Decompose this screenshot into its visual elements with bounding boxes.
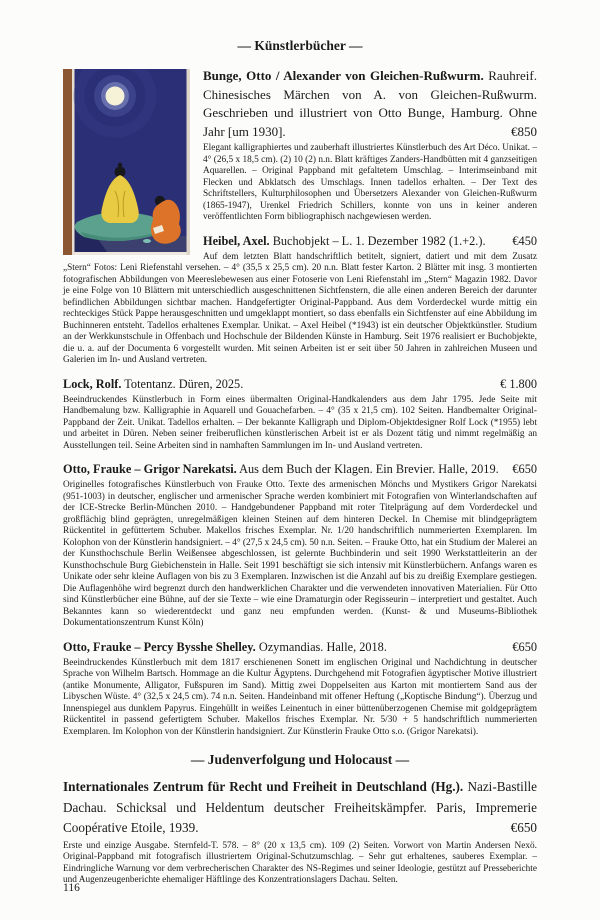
entry-description-bunge: Elegant kalligraphiertes und zauberhaft illustriertes Künstlerbuch des Art Déco. Unikat. – 4° (26,5 x 18,5 cm). (2) 10 (2) n.n. Blatt kräftiges Zanders-Handbütten mit 4 ganzseitigen Aquarellen. – Original Pappband mit gefaltetem Umschlag. – Interimseinband mit Flecken und Abklatsch des Umschlags. Innen tadellos erhalten. – Der Text des Schriftstellers, Kulturphilosophen und Übersetzers Alexander von Gleichen-Rußwurm (1865-1947), Urenkel Friedrich Schillers, konnte von uns in keiner anderen veröffentlichten Form bibliographisch nachgewiesen werden.	[203, 143, 537, 222]
entry-description-otto-shelley: Beeindruckendes Künstlerbuch mit dem 1817 erschienenen Sonett im englischen Original und Nachdichtung in deutscher Sprache von Wilhelm Bartsch. Hommage an die Kultur Ägyptens. Durchgehend mit Fotografien ägyptischer Motive illustriert (antike Monumente, Alligator, Fußspuren im Sand). Mittig zwei Doppelseiten aus Karton mit montiertem Sand aus der Libyschen Wüste. 4° (32,5 x 24,5 cm). 74 n.n. Seiten. Handeinband mit offener Heftung („Koptische Bindung“). Überzug und Innenspiegel aus dunklem Papyrus. Eingehüllt in weißes Leinentuch in einer büttenüberzogenen Chemise mit goldgeprägtem Rückentitel in passend gefertigtem Schuber. Makellos frisches Exemplar. Nr. 5/30 + 5 handschriftlich nummerierten Exemplaren. Im Kolophon von der Künstlerin handsigniert. Zur Künstlerin Frauke Otto s.o. (Grigor Narekatsi).	[63, 657, 537, 737]
section-header-kuenstlerbuecher: — Künstlerbücher —	[237, 38, 363, 53]
entry-author: Heibel, Axel.	[203, 233, 270, 248]
entry-author: Bunge, Otto / Alexander von Gleichen-Rußwurm.	[203, 68, 484, 83]
entry-author: Internationales Zentrum für Recht und Freiheit in Deutschland (Hg.).	[63, 779, 464, 794]
entry-author: Otto, Frauke – Grigor Narekatsi.	[63, 462, 237, 476]
entry-heading-lock	[63, 376, 537, 393]
entry-heading-otto-shelley	[63, 639, 537, 656]
entry-price: €850	[505, 123, 537, 142]
entry-heading-bunge	[63, 67, 537, 141]
entry-title: Rauhreif. Chinesisches Märchen von A. von Gleichen-Rußwurm. Geschrieben und illustriert von Otto Bunge, Hamburg. Ohne Jahr [um 1930].	[203, 68, 537, 139]
entry-price: €450	[506, 233, 537, 250]
entry-description-lock: Beeindruckendes Künstlerbuch in Form eines übermalten Original-Handkalenders aus dem Jahr 1795. Jede Seite mit Handbemalung bzw. Kalligraphie in Aquarell und Gouachefarben. – 4° (35 x 21,5 cm). 102 Seiten. Handbemalter Original-Pappband der Zeit. Unikat. Tadellos erhalten. – Der bekannte Kalligraph und Diplom-Objektdesigner Rolf Lock (*1955) lebt und arbeitet in Düren. Neben seiner freiberuflichen künstlerischen Arbeit ist er als Dozent tätig und nimmt regelmäßig an Ausstellungen teil. Seine Arbeiten sind in namhaften Sammlungen im In- und Ausland vertreten.	[63, 394, 537, 451]
entry-title: Buchobjekt – L. 1. Dezember 1982 (1.+2.).	[272, 233, 486, 248]
entry-description-otto-narekatsi: Originelles fotografisches Künstlerbuch von Frauke Otto. Texte des armenischen Mönchs und Mystikers Grigor Narekatsi (951-1003) in deutscher, englischer und armenischer Sprache werden kombiniert mit Fotografien von Winterlandschaften auf der ICE-Strecke Berlin-München 2010. – Handgebundener Pappband mit roter Titelprägung auf dem Vorderdeckel und großflächig blind geprägten, unregelmäßigen kleinen Steinen auf dem hinteren Deckel. In Chemise mit blindgeprägtem Rückentitel in gefüttertem Schuber. Makellos frisches Exemplar. Nr. 1/20 handschriftlich nummerierten Exemplaren. Im Kolophon von der Künstlerin handsigniert. – 4° (27,5 x 24,5 cm). 50 n.n. Seiten. – Frauke Otto, hat ein Studium der Malerei an der Kunsthochschule Berlin Weißensee abgeschlossen, ist gelernte Buchbinderin und seit 1990 Werkstattleiterin an der Kunsthochschule Burg Giebichenstein in Halle. Seit 1991 beschäftigt sie sich intensiv mit Künstlerbüchern. Anfangs waren es Unikate oder sehr kleine Auflagen von bis zu 3 Exemplaren. Inzwischen ist die Anzahl auf bis zu dreißig Exemplare gestiegen. Die Auflagenhöhe wird begrenzt durch den handwerklichen Charakter und die verwendeten innovativen Materialien. Für Otto sind Künstlerbücher eine Bühne, auf der sie Texte – wie eine Dramaturgin oder Regisseurin – interpretiert und gestaltet. Auch Bekanntes kann so wiederentdeckt und ganz neu empfunden werden. (Kunst- & und Museums-Bibliothek Dokumentationszentrum Kunst Köln)	[63, 480, 537, 628]
entry-price: €650	[506, 639, 537, 656]
entry-price: €650	[505, 818, 537, 839]
entry-title: Ozymandias. Halle, 2018.	[258, 639, 387, 654]
entry-price: € 1.800	[494, 376, 537, 393]
entry-price: €650	[506, 461, 537, 478]
page-number: 116	[63, 882, 80, 894]
entry-heading-otto-narekatsi	[63, 461, 537, 478]
entry-title: Aus dem Buch der Klagen. Ein Brevier. Halle, 2019.	[239, 462, 499, 476]
entry-author: Otto, Frauke – Percy Bysshe Shelley.	[63, 639, 256, 654]
entry-description-heibel: Auf dem letzten Blatt handschriftlich betitelt, signiert, datiert und mit dem Zusatz „Stern“ Fotos: Leni Riefenstahl versehen. – 4° (35,5 x 25,5 cm). 20 n.n. Blatt fester Karton. 2 Blätter mit insg. 3 montierten fotografischen Abbildungen von Meereslebewesen aus einer Fotoserie von Leni Riefenstahl im „Stern“ Magazin 1982. Davor je eine Folge von 10 Blättern mit unterschiedlich ausgeschnittenen Sichtfenstern, die alle einen anderen Bereich der darunter befindlichen Abbildungen sichtbar machen. Handgefertigter Original-Pappband. Aus dem Vorderdeckel wurde mittig ein rechteckiges Stück Pappe herausgeschnitten und umgeklappt montiert, so dass ebenfalls ein Sichtfenster auf eine Abbildung im Buchinneren entsteht. Tadellos erhaltenes Exemplar. Unikat. – Axel Heibel (*1943) ist ein deutscher Objektkünstler. Studium an der Werkkunstschule in Offenbach und Hochschule der Bildenden Künste in Hamburg. Seit 1976 realisiert er Buchobjekte, die u. a. auf der Documenta 6 vorgestellt wurden. Mit seinen Arbeiten ist er seit über 50 Jahren in zahlreichen Museen und Galerien im In- und Ausland vertreten.	[63, 251, 537, 365]
entry-heading-izrf	[63, 777, 537, 839]
section-header-holocaust: — Judenverfolgung und Holocaust —	[190, 752, 410, 767]
entry-description-izrf: Erste und einzige Ausgabe. Sternfeld-T. 578. – 8° (20 x 13,5 cm). 109 (2) Seiten. Vorwort von Martin Andersen Nexö. Original-Pappband mit fotografisch illustriertem Original-Schutzumschlag. – Sehr gut erhaltenes, sauberes Exemplar. – Eindringliche Warnung vor dem verbrecherischen Charakter des NS-Regimes und seiner Ideologie, gestützt auf Presseberichte und Augenzeugenberichte ehemaliger Häftlinge des Konzentrationslagers Dachau. Selten.	[63, 840, 537, 885]
entry-title: Totentanz. Düren, 2025.	[124, 376, 244, 391]
entry-title: Nazi-Bastille Dachau. Schicksal und Heldentum deutscher Freiheitskämpfer. Paris, Impremerie Coopérative Etoile, 1939.	[63, 779, 538, 835]
entry-heading-heibel	[63, 233, 537, 250]
entry-author: Lock, Rolf.	[63, 376, 122, 391]
